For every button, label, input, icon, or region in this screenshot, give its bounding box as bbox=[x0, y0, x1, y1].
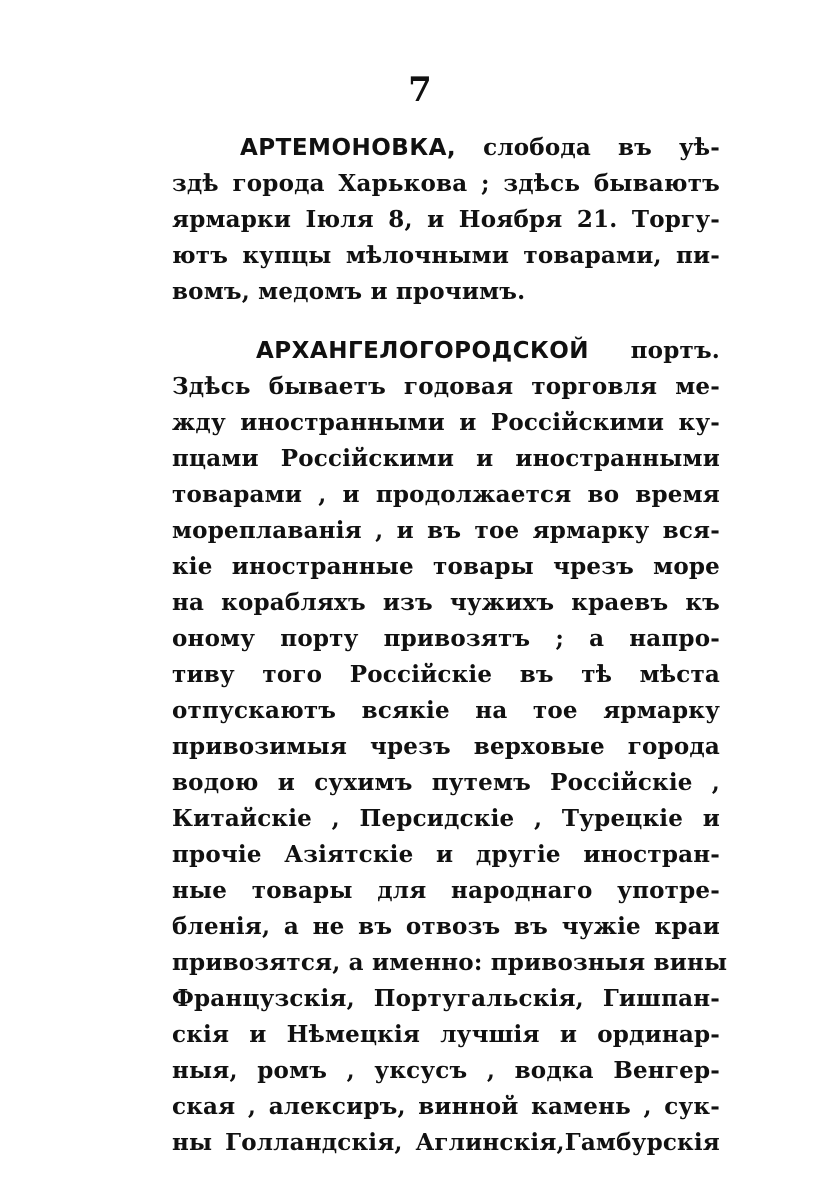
text-line: ютъ купцы мѣлочными товарами, пи- bbox=[172, 242, 720, 269]
entry-arkhangelogorodskoy bbox=[172, 333, 728, 1161]
text-line: отпускаютъ всякіе на тое ярмарку bbox=[172, 697, 720, 724]
text-line: на корабляхъ изъ чужихъ краевъ къ bbox=[172, 589, 720, 616]
text-line: привозимыя чрезъ верховые города bbox=[172, 733, 720, 760]
text-line: Французскія, Португальскія, Гишпан- bbox=[172, 985, 720, 1012]
text-line: Здѣсь бываетъ годовая торговля ме- bbox=[172, 373, 720, 400]
text-line: вомъ, медомъ и прочимъ. bbox=[172, 278, 526, 305]
text-line: ярмарки Іюля 8, и Ноября 21. Торгу- bbox=[172, 206, 720, 233]
text-line: прочіе Азіятскіе и другіе иностран- bbox=[172, 841, 720, 868]
text-line: Китайскіе , Персидскіе , Турецкіе и bbox=[172, 805, 720, 832]
text-line: ные товары для народнаго употре- bbox=[172, 877, 720, 904]
text-line: привозятся, а именно: привозныя вины bbox=[172, 949, 728, 976]
entry-headword: АРТЕМОНОВКА, bbox=[240, 135, 457, 161]
entry-headword: АРХАНГЕЛОГОРОДСКОЙ bbox=[256, 338, 590, 364]
text-line: скія и Нѣмецкія лучшія и ординар- bbox=[172, 1021, 720, 1048]
text-line: ныя, ромъ , уксусъ , водка Венгер- bbox=[172, 1057, 720, 1084]
entry-first-line bbox=[172, 333, 720, 369]
entry-first-line-text: портъ. bbox=[630, 337, 720, 364]
text-line: жду иностранными и Россійскими ку- bbox=[172, 409, 720, 436]
text-line: здѣ города Харькова ; здѣсь бываютъ bbox=[172, 170, 720, 197]
entry-artemonovka bbox=[172, 130, 720, 310]
text-line: ны Голландскія, Аглинскія,Гамбурскія bbox=[172, 1129, 720, 1156]
text-line: пцами Россійскими и иностранными bbox=[172, 445, 720, 472]
entry-first-line-text: слобода въ уѣ- bbox=[483, 134, 720, 161]
text-line: тиву того Россійскіе въ тѣ мѣста bbox=[172, 661, 720, 688]
text-line: водою и сухимъ путемъ Россійскіе , bbox=[172, 769, 720, 796]
page-number: 7 bbox=[408, 70, 432, 110]
text-line: ская , алексиръ, винной камень , сук- bbox=[172, 1093, 720, 1120]
text-line: товарами , и продолжается во время bbox=[172, 481, 720, 508]
text-line: кіе иностранные товары чрезъ море bbox=[172, 553, 720, 580]
text-line: бленія, а не въ отвозъ въ чужіе краи bbox=[172, 913, 720, 940]
text-line: мореплаванія , и въ тое ярмарку вся- bbox=[172, 517, 720, 544]
entry-first-line bbox=[172, 130, 720, 166]
text-line: оному порту привозятъ ; а напро- bbox=[172, 625, 720, 652]
